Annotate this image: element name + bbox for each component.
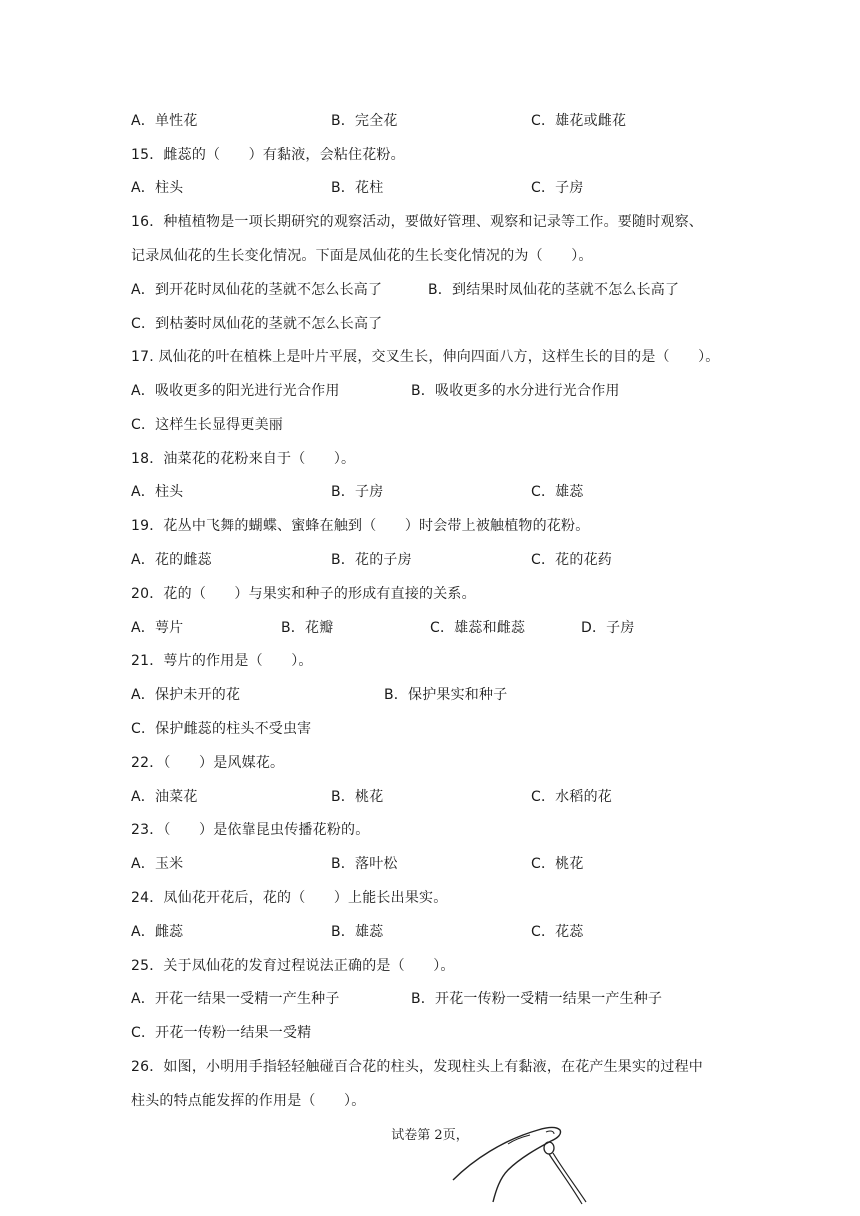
- answer-option: C．子房: [531, 180, 584, 196]
- question-text: 25．关于凤仙花的发育过程说法正确的是（ ）。: [131, 958, 455, 974]
- question-text: 18．油菜花的花粉来自于（ ）。: [131, 451, 356, 467]
- question-text: C．开花一传粉一结果一受精: [131, 1025, 312, 1041]
- answer-option: B．花的子房: [331, 552, 412, 568]
- answer-option: A．柱头: [131, 180, 184, 196]
- question-text: C．这样生长显得更美丽: [131, 417, 283, 433]
- question-text: 16．种植植物是一项长期研究的观察活动，要做好管理、观察和记录等工作。要随时观察、: [131, 214, 704, 230]
- answer-option: B．保护果实和种子: [384, 687, 508, 703]
- answer-option: B．子房: [331, 484, 384, 500]
- question-text: 15．雌蕊的（ ）有黏液，会粘住花粉。: [131, 147, 405, 163]
- answer-option: A．雌蕊: [131, 924, 184, 940]
- answer-option: B．桃花: [331, 789, 384, 805]
- answer-option: C．水稻的花: [531, 789, 612, 805]
- answer-option: C．花的花药: [531, 552, 612, 568]
- answer-option: C．雄花或雌花: [531, 113, 627, 129]
- answer-option: A．单性花: [131, 113, 198, 129]
- question-text: 柱头的特点能发挥的作用是（ ）。: [131, 1093, 366, 1109]
- answer-option: A．萼片: [131, 620, 184, 636]
- question-text: 19．花丛中飞舞的蝴蝶、蜜蜂在触到（ ）时会带上被触植物的花粉。: [131, 518, 590, 534]
- question-text: 21．萼片的作用是（ ）。: [131, 653, 313, 669]
- answer-option: A．吸收更多的阳光进行光合作用: [131, 383, 340, 399]
- question-text: 17. 凤仙花的叶在植株上是叶片平展，交叉生长，伸向四面八方，这样生长的目的是（ ）。: [131, 349, 720, 365]
- answer-option: C．花蕊: [531, 924, 584, 940]
- answer-option: B．花柱: [331, 180, 384, 196]
- answer-option: D．子房: [581, 620, 635, 636]
- question-text: 26．如图，小明用手指轻轻触碰百合花的柱头，发现柱头上有黏液，在花产生果实的过程中: [131, 1059, 704, 1075]
- answer-option: A．花的雌蕊: [131, 552, 212, 568]
- question-text: C．到枯萎时凤仙花的茎就不怎么长高了: [131, 316, 383, 332]
- question-text: 23．（ ）是依靠昆虫传播花粉的。: [131, 822, 370, 838]
- question-text: 24．凤仙花开花后，花的（ ）上能长出果实。: [131, 890, 448, 906]
- answer-option: B．落叶松: [331, 856, 398, 872]
- answer-option: A．油菜花: [131, 789, 198, 805]
- answer-option: A．柱头: [131, 484, 184, 500]
- answer-option: A．保护未开的花: [131, 687, 241, 703]
- answer-option: B．到结果时凤仙花的茎就不怎么长高了: [428, 282, 680, 298]
- answer-option: C．雄蕊和雌蕊: [430, 620, 526, 636]
- answer-option: B．吸收更多的水分进行光合作用: [411, 383, 620, 399]
- answer-option: C．雄蕊: [531, 484, 584, 500]
- finger-touching-stigma-illustration: [448, 1118, 598, 1216]
- question-text: C．保护雌蕊的柱头不受虫害: [131, 721, 312, 737]
- answer-option: B．完全花: [331, 113, 398, 129]
- answer-option: A．开花一结果一受精一产生种子: [131, 991, 340, 1007]
- answer-option: B．雄蕊: [331, 924, 384, 940]
- answer-option: B．花瓣: [281, 620, 334, 636]
- answer-option: C．桃花: [531, 856, 584, 872]
- answer-option: B．开花一传粉一受精一结果一产生种子: [411, 991, 663, 1007]
- answer-option: A．玉米: [131, 856, 184, 872]
- answer-option: A．到开花时凤仙花的茎就不怎么长高了: [131, 282, 383, 298]
- question-text: 22．（ ）是风媒花。: [131, 755, 285, 771]
- question-text: 20．花的（ ）与果实和种子的形成有直接的关系。: [131, 586, 476, 602]
- page-footer: 试卷第 2页，: [391, 1128, 469, 1143]
- question-text: 记录凤仙花的生长变化情况。下面是凤仙花的生长变化情况的为（ ）。: [131, 248, 593, 264]
